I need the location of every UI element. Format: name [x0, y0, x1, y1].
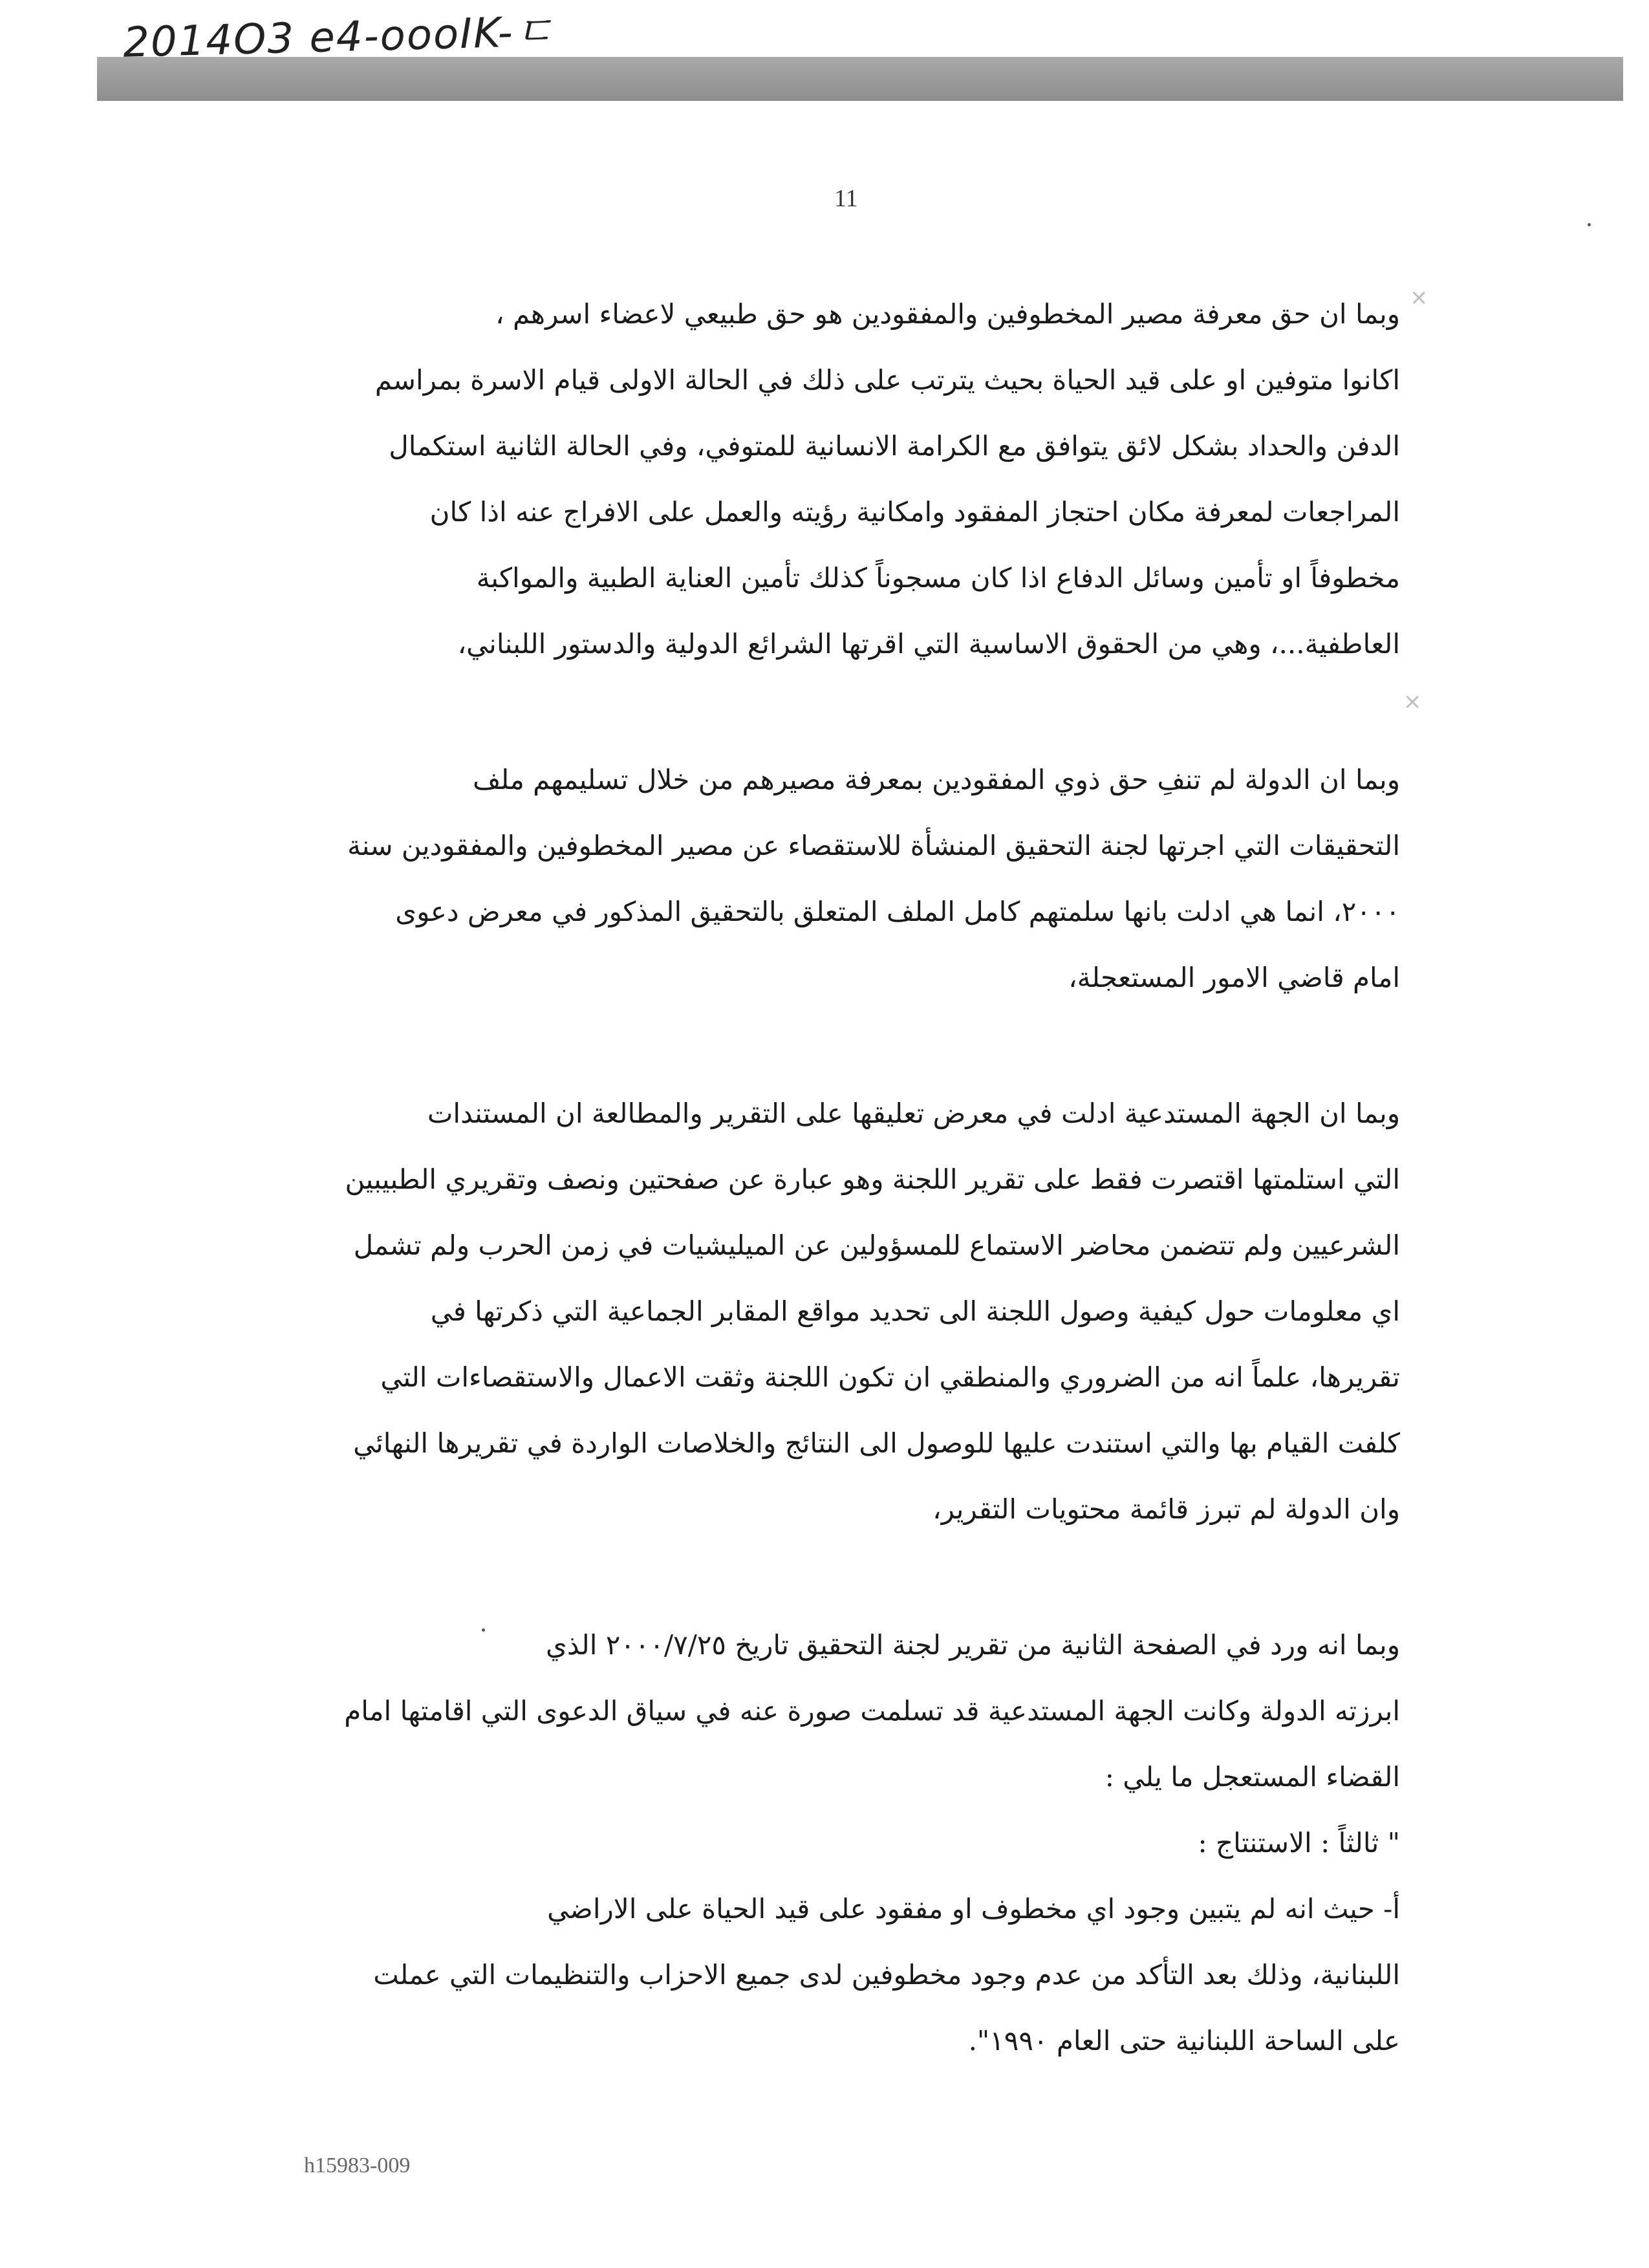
- text-line: التحقيقات التي اجرتها لجنة التحقيق المنشأة للاستقصاء عن مصير المخطوفين والمفقودين سنة: [347, 830, 1400, 861]
- text-line: كلفت القيام بها والتي استندت عليها للوصول الى النتائج والخلاصات الواردة في تقريرها النهائي: [353, 1427, 1400, 1459]
- text-line: التي استلمتها اقتصرت فقط على تقرير اللجنة وهو عبارة عن صفحتين ونصف وتقريري الطبيبين: [345, 1163, 1400, 1195]
- paragraph-1: [314, 281, 1400, 677]
- page-number: 11: [834, 185, 858, 212]
- text-line: تقريرها، علماً انه من الضروري والمنطقي ان تكون اللجنة وثقت الاعمال والاستقصاءات التي: [380, 1361, 1400, 1393]
- text-line: وبما انه ورد في الصفحة الثانية من تقرير لجنة التحقيق تاريخ ٢٠٠٠/٧/٢٥ الذي: [546, 1629, 1400, 1661]
- text-line: مخطوفاً او تأمين وسائل الدفاع اذا كان مسجوناً كذلك تأمين العناية الطبية والمواكبة: [476, 562, 1400, 594]
- text-line: اكانوا متوفين او على قيد الحياة بحيث يترتب على ذلك في الحالة الاولى قيام الاسرة بمراسم: [374, 364, 1400, 396]
- document-code: h15983-009: [304, 2154, 411, 2177]
- text-line: العاطفية...، وهي من الحقوق الاساسية التي اقرتها الشرائع الدولية والدستور اللبناني،: [457, 628, 1400, 660]
- text-line: ابرزته الدولة وكانت الجهة المستدعية قد تسلمت صورة عنه في سياق الدعوى التي اقامتها امام: [344, 1695, 1400, 1727]
- text-line: وبما ان حق معرفة مصير المخطوفين والمفقودين هو حق طبيعي لاعضاء اسرهم ،: [495, 298, 1400, 330]
- text-line: ٢٠٠٠، انما هي ادلت بانها سلمتهم كامل الملف المتعلق بالتحقيق المذكور في معرض دعوى: [395, 896, 1400, 927]
- scan-mark: ×: [1403, 689, 1422, 715]
- handwritten-reference: 2014O3 e4-oooIK-ㄷ: [122, 8, 556, 67]
- text-line: أ- حيث انه لم يتبين وجود اي مخطوف او مفقود على قيد الحياة على الاراضي: [547, 1893, 1400, 1925]
- text-line: امام قاضي الامور المستعجلة،: [1068, 962, 1400, 993]
- scan-mark: ×: [1410, 285, 1428, 310]
- scan-speck: [1588, 223, 1591, 226]
- text-line: اللبنانية، وذلك بعد التأكد من عدم وجود مخطوفين لدى جميع الاحزاب والتنظيمات التي عملت: [373, 1959, 1400, 1991]
- paragraph-3: [314, 1081, 1400, 1542]
- text-line: الدفن والحداد بشكل لائق يتوافق مع الكرامة الانسانية للمتوفي، وفي الحالة الثانية استكمال: [389, 430, 1400, 462]
- text-line: المراجعات لمعرفة مكان احتجاز المفقود وامكانية رؤيته والعمل على الافراج عنه اذا كان: [429, 496, 1400, 528]
- text-line: اي معلومات حول كيفية وصول اللجنة الى تحديد مواقع المقابر الجماعية التي ذكرتها في: [430, 1295, 1400, 1327]
- text-line: وان الدولة لم تبرز قائمة محتويات التقرير،: [932, 1493, 1400, 1525]
- text-line: على الساحة اللبنانية حتى العام ١٩٩٠".: [968, 2025, 1400, 2057]
- text-line: وبما ان الجهة المستدعية ادلت في معرض تعليقها على التقرير والمطالعة ان المستندات: [427, 1097, 1400, 1129]
- text-line: وبما ان الدولة لم تنفِ حق ذوي المفقودين بمعرفة مصيرهم من خلال تسليمهم ملف: [472, 764, 1400, 795]
- text-line: القضاء المستعجل ما يلي :: [1105, 1761, 1400, 1793]
- document-body: [314, 281, 1400, 2074]
- paragraph-2: [314, 747, 1400, 1011]
- text-line: الشرعيين ولم تتضمن محاضر الاستماع للمسؤولين عن الميليشيات في زمن الحرب ولم تشمل: [353, 1229, 1400, 1261]
- text-line: " ثالثاً : الاستنتاج :: [1198, 1827, 1400, 1859]
- paragraph-4: [314, 1612, 1400, 2074]
